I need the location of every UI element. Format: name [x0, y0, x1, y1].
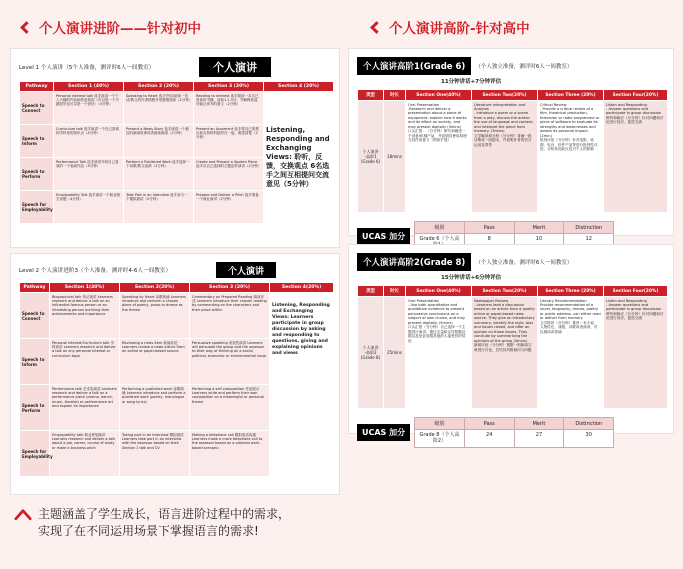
col-header: Section 1(40%) — [50, 283, 120, 293]
table-cell: Present a News Story 选手演讲一个最近的新闻故事或者阅读新闻（2分钟） — [124, 125, 194, 158]
col-header: Section Four(20%) — [604, 286, 668, 297]
table-cell: Speaking by Heart 诗歌朗诵 Learners introduce and perform a chosen piece of poetry, prose or drama as the theme — [120, 293, 190, 339]
col-header: Section One(40%) — [406, 286, 472, 297]
col-header: Pass — [464, 418, 514, 430]
table-cell: Grade 8（个人高阶2） — [415, 430, 465, 448]
table-cell: Personal interest/Curriculum talk 学科演讲 Learners research and deliver a talk on any personal interest or curriculum topic — [50, 339, 120, 385]
col-header: Section 4 (20%) — [264, 82, 334, 92]
table-cell: Biographical talk 传记演讲 Learners research and deliver a talk on an influential famous person or an interesting person outlining their achievements and importance — [50, 293, 120, 339]
col-header: 类型 — [358, 90, 384, 101]
col-header: Section 3 (20%) — [194, 82, 264, 92]
level2-label: Level 2 个人演讲进阶3（个人准备，测评时4-6人一间教室） — [19, 268, 172, 274]
grade8-badge: 个人演讲高阶2(Grade 8) — [357, 253, 471, 271]
grade6-badge: 个人演讲高阶1(Grade 6) — [357, 57, 471, 75]
grade8-time: 15分钟讲话+6分钟评估 — [441, 275, 502, 281]
pathway-cell: Speech to Connect — [20, 293, 50, 339]
pathway-cell: Speech to Inform — [20, 125, 54, 158]
table-cell: Grade 6（个人高 — [415, 234, 465, 252]
table-cell: Oral Presentation -Research and deliver a presentation about a piece of equipment. explain how it works and its effect on society, and may present digitally (3mins) 口头汇报：（分分钟）研究和阐述一个设备/机械产品，并说明其使用原理与其作用意义（例如扩展） — [406, 101, 472, 213]
table-cell: Employability talk 职业规划演讲 Learners research and deliver a talk about a job, career, course of study or make a business pitch — [50, 431, 120, 477]
arrow-up-icon — [14, 508, 32, 526]
section4-cell: Listening, Responding and Exchanging Views: Learners participate in group discussion by asking and responding to questions, giving and explaining opinions and views — [270, 293, 334, 477]
duration-cell: 18mins — [384, 101, 406, 213]
table-cell: Create and Present a Spoken Piece 选手从自己选择的主题创作演讲（2分钟） — [194, 158, 264, 191]
grade6-time: 11分钟讲话+7分钟评估 — [441, 79, 502, 85]
table-cell: 10 — [514, 234, 564, 252]
bottom-note — [14, 506, 290, 540]
col-header: Distinction — [564, 222, 614, 234]
table-cell: Take Part in an Interview 选手参与一个模拟面试（2分钟） — [124, 191, 194, 224]
level1-card — [10, 48, 340, 248]
table-cell: 8 — [464, 234, 514, 252]
table-cell: 27 — [514, 430, 564, 448]
right-header-title: 个人演讲高阶-针对高中 — [389, 21, 530, 37]
table-cell: 12 — [564, 234, 614, 252]
pathway-cell: Speech for Employability — [20, 191, 54, 224]
duration-cell: 25mins — [384, 297, 406, 409]
table-cell: Listen and Responding - Answer questions and participate in group discussion 聆听和响应（分分钟）针对问题和讨论进行回应，促进交流 — [604, 101, 668, 213]
col-header: Section One(40%) — [406, 90, 472, 101]
grade6-table — [357, 89, 668, 213]
col-header: Pass — [464, 222, 514, 234]
col-header: Section 2(20%) — [120, 283, 190, 293]
ucas-table — [414, 417, 614, 448]
type-cell: 个人演讲 -高阶1 (Grade 6) — [358, 101, 384, 213]
pathway-cell: Speech to Connect — [20, 92, 54, 125]
table-cell: 30 — [564, 430, 614, 448]
col-header: Section Three (20%) — [538, 286, 604, 297]
bottom-text-line2: 实现了在不同运用场景下掌握语言的需求! — [38, 524, 259, 538]
col-header: Merit — [514, 418, 564, 430]
table-cell: Literary Recommendation Provide recommendation of a novel, biography, drama, poetry or public address. can either read or deliver from memory 文学推荐（分分钟）推荐一本小说、人物传记、戏剧、诗歌或者演讲，可以朗读或背诵 — [538, 297, 604, 409]
level1-table — [19, 81, 334, 224]
col-header: 时长 — [384, 90, 406, 101]
col-header: Section Two(20%) — [472, 90, 538, 101]
pathway-cell: Speech to Perform — [20, 158, 54, 191]
grade8-info: （个人独立准备，测评时6人一间教室） — [475, 260, 573, 266]
bottom-text-line1: 主题涵盖了学生成长，语言进阶过程中的需求， — [38, 507, 291, 521]
table-cell: 24 — [464, 430, 514, 448]
chevron-left-icon — [20, 21, 33, 34]
table-cell: Making a telephone call 模拟电话沟通 Learners make a mock telephone call to the assessor based on a planned work-based scenario — [190, 431, 270, 477]
col-header: Section 1 (40%) — [54, 82, 124, 92]
level2-badge: 个人演讲 — [216, 262, 276, 278]
ucas-badge: UCAS 加分 — [357, 424, 410, 441]
table-cell: Listen and Responding - Answer questions and participate in group discussion 聆听和响应（分分钟）针对问题和讨论进行回应，促进交流 — [604, 297, 668, 409]
grade8-card — [348, 244, 674, 445]
table-cell: Performance talk 艺术类演讲 Learners research and deliver a talk on a performance piece (drama, dance, music, theatre) or performance art and explain its importance — [50, 385, 120, 431]
level1-label: Level 1 个人演讲（5个人准备，测评时6人一间教室） — [19, 65, 155, 71]
section4-cell: Listening, Responding and Exchanging Views: 聆听，反馈，交换观点 6名选手之间互相提问交流意见（5分钟） — [264, 92, 334, 224]
chevron-left-icon — [370, 21, 383, 34]
pathway-cell: Speech for Employability — [20, 431, 50, 477]
table-cell: Newspaper Review - Learners lead a discussion based on an article from a quality online or paper-based news source. They give an introductory summary, identify the style, bias and issues raised, and offer an opinion on those issues. They conclude by summarising the opinions of the group (4mins) 新闻评论（分分钟）根据一则新闻文章进行讨论，总结其风格倾向与问题 — [472, 297, 538, 409]
ucas-badge: UCAS 加分 — [357, 228, 410, 245]
level2-card — [10, 253, 340, 495]
col-header: Section Two(20%) — [472, 286, 538, 297]
col-header: Merit — [514, 222, 564, 234]
table-cell: Commentary on Prepared Reading 阅读评述 Learners introduce their chosen reading by commenting on the characters and their place within — [190, 293, 270, 339]
table-cell: Reading to Interest 选手阅读一本自己喜欢的书籍，选取1-1.5分，并解释其他可能让读书的意义（2分钟） — [194, 92, 264, 125]
table-cell: Critical Review - Provide a critical review of a film, theatrical production, television or radio programme or piece of software to evaluate its strengths and weaknesses and assess its personal impact. (2min) 批判评论（分分钟）针对电影、戏剧、电台、软件产品等进行批判性评论，分析其优缺点及对个人的影响 — [538, 101, 604, 213]
table-cell: Performing a published work 诗歌朗诵 Learners introduce and perform a published work (poetry, monologue or song lyrics) — [120, 385, 190, 431]
col-header: Section Four(20%) — [604, 90, 668, 101]
col-header: Pathway — [20, 283, 50, 293]
col-header: Distinction — [564, 418, 614, 430]
col-header: Section Three (20%) — [538, 90, 604, 101]
table-cell: Reviewing a news item 新闻评论 Learners review a news article from an online or paper-based source — [120, 339, 190, 385]
table-cell: Personal interest talk 选手演讲一个个人兴趣的内容和热爱原因（可以是一个兴趣爱好也可以是一个爱好）（4分钟） — [54, 92, 124, 125]
col-header: 级别 — [415, 222, 465, 234]
left-header — [22, 17, 201, 37]
table-cell: Speaking to Heart 选手介绍/阅读一首诗/散文的作者情感并用感情阅读（2分钟） — [124, 92, 194, 125]
type-cell: 个人演讲 -高阶2 (Grade 8) — [358, 297, 384, 409]
table-cell: Performing a self composition 作品展示 Learners write and perform their own composition on a meaningful or personal theme — [190, 385, 270, 431]
col-header: 级别 — [415, 418, 465, 430]
left-header-title: 个人演讲进阶——针对初中 — [39, 21, 201, 37]
level2-table — [19, 282, 334, 477]
col-header: Pathway — [20, 82, 54, 92]
table-cell: Persuasive speaking 劝说性演讲 Learners will persuade the group and the assessor to their way of thinking on a social, political, economic or environmental issue — [190, 339, 270, 385]
table-cell: Prepare and Deliver a Pitch 选手准备一个商业演讲（2分钟） — [194, 191, 264, 224]
table-cell: Present an Argument 选手将自己的观点和支持材料组织在一起，阐述清楚（2分钟） — [194, 125, 264, 158]
table-cell: Employability Talk 选手演讲一个职业相关话题（4分钟） — [54, 191, 124, 224]
col-header: 类型 — [358, 286, 384, 297]
pathway-cell: Speech to Inform — [20, 339, 50, 385]
table-cell: Perform a Published Work 选手选择一个诗歌/散文表演（2分钟） — [124, 158, 194, 191]
table-cell: Curriculum talk 选手演讲一个自己喜欢的学科里的知识点（4分钟） — [54, 125, 124, 158]
table-cell: Taking part in an interview 模拟面试 Learners take part in an interview with the assessor based on their Section 1 talk and CV — [120, 431, 190, 477]
col-header: 时长 — [384, 286, 406, 297]
col-header: Section 4(20%) — [270, 283, 334, 293]
pathway-cell: Speech to Perform — [20, 385, 50, 431]
col-header: Section 2 (20%) — [124, 82, 194, 92]
grade6-card — [348, 48, 674, 242]
level1-badge: 个人演讲 — [199, 57, 271, 77]
grade6-info: （个人独立准备，测评时6人一间教室） — [475, 64, 573, 70]
col-header: Section 3 (20%) — [190, 283, 270, 293]
table-cell: Literature Interpretation and Analysis - Introduce a poem or a scene from a play, discuss the author the use of language and context, and interpret the piece from memory. (3mins) 文学解读和分析（分分钟）背诵一段诗歌或一段剧本，并说明作者的语言运用及背景 — [472, 101, 538, 213]
grade8-table — [357, 285, 668, 409]
table-cell: Performance Talk 选手演讲介绍自己喜欢的一个表演作品（4分钟） — [54, 158, 124, 191]
right-header — [372, 17, 530, 37]
table-cell: Oral Presentation - Use both quantitative and qualitative evidence to present persuasive conclusions on a subject of own choice, and may present digitally. (5mins) 口头汇报（分分钟）自己选择一个主题进行演讲，通过定量和定性数据证据以及论证说服其他的人接受你的结论 — [406, 297, 472, 409]
